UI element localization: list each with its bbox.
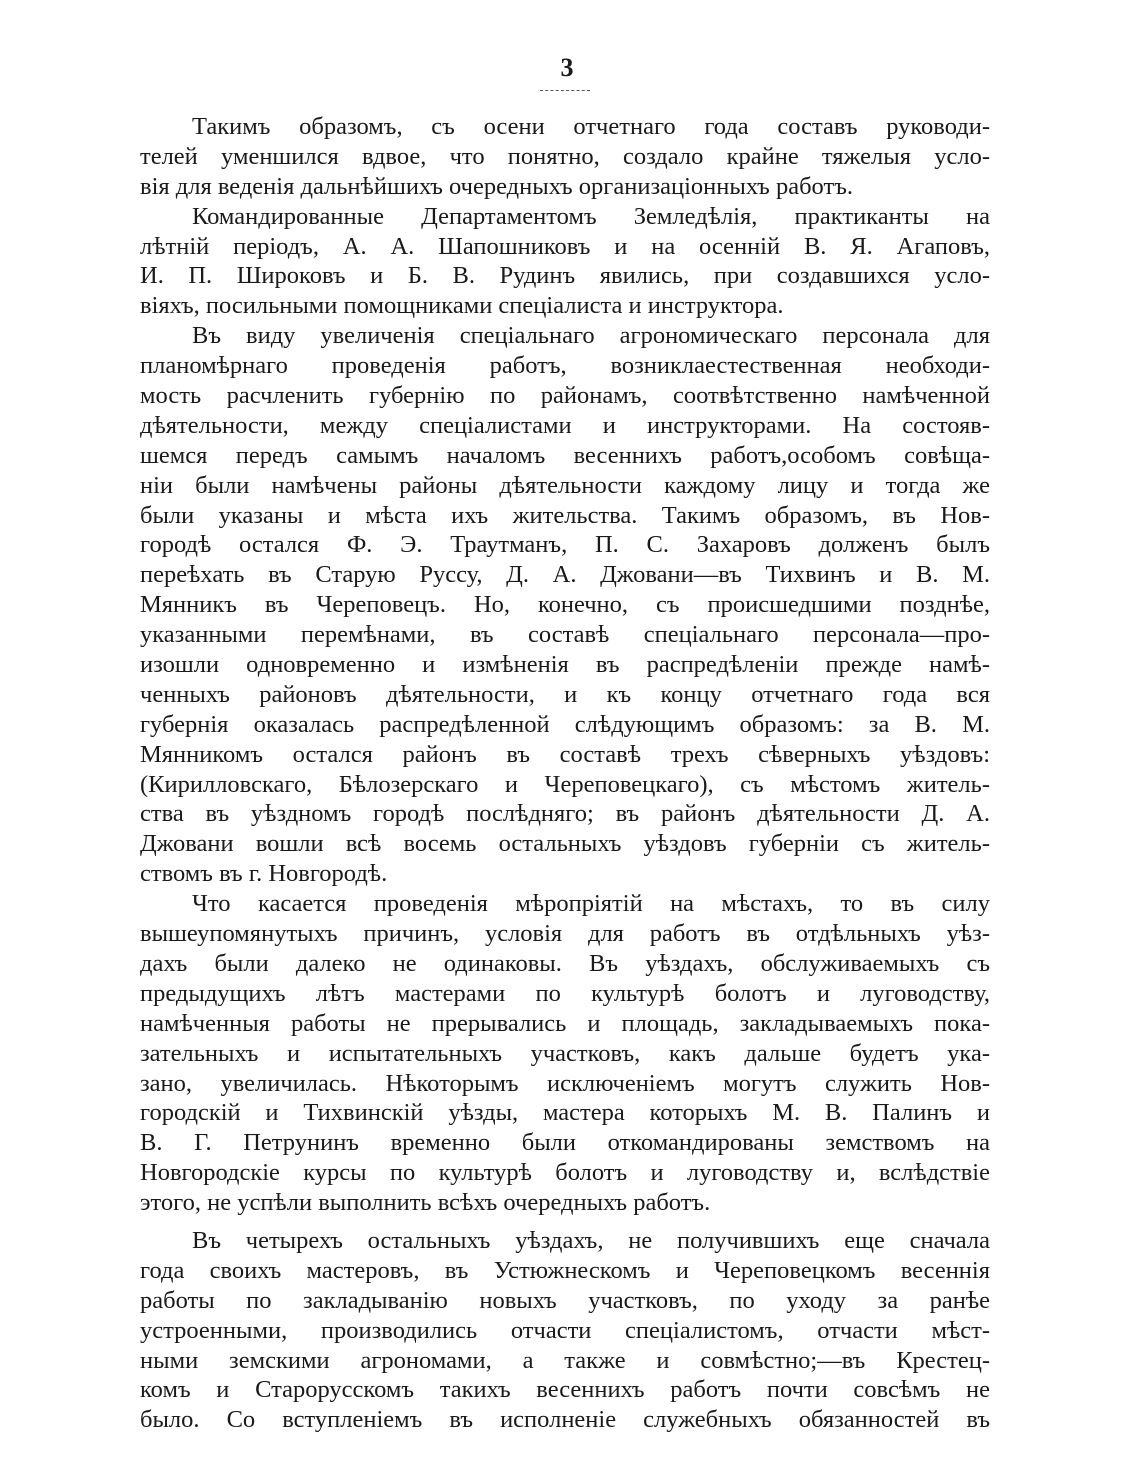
- paragraph: [140, 321, 990, 889]
- paragraph-gap: [140, 1218, 990, 1226]
- text-line: телей уменшился вдвое, что понятно, создало крайне тяжелыя усло-: [140, 142, 990, 170]
- text-line: Въ четырехъ остальныхъ уѣздахъ, не получившихъ еще сначала: [192, 1226, 990, 1254]
- text-line: И. П. Широковъ и Б. В. Рудинъ явились, при создавшихся усло-: [140, 262, 990, 290]
- text-line: Новгородскіе курсы по культурѣ болотъ и луговодству и, вслѣдствіе: [140, 1159, 990, 1187]
- text-line: комъ и Старорусскомъ такихъ весеннихъ работъ почти совсѣмъ не: [140, 1376, 990, 1404]
- text-line: ными земскими агрономами, а также и совмѣстно;—въ Крестец-: [140, 1346, 990, 1374]
- paragraph: [140, 1226, 990, 1435]
- text-line: шемся передъ самымъ началомъ весеннихъ работъ,особомъ совѣща-: [140, 441, 990, 469]
- text-line: изошли одновременно и измѣненія въ распредѣленіи прежде намѣ-: [140, 651, 990, 679]
- text-line: ченныхъ районовъ дѣятельности, и къ концу отчетнаго года вся: [140, 680, 990, 708]
- text-line: Джовани вошли всѣ восемь остальныхъ уѣздовъ губерніи съ житель-: [140, 830, 990, 858]
- text-line: вія для веденія дальнѣйшихъ очередныхъ организаціонныхъ работъ.: [140, 172, 853, 200]
- paragraph: [140, 889, 990, 1218]
- text-line: было. Со вступленіемъ въ исполненіе служебныхъ обязанностей въ: [140, 1406, 990, 1434]
- paragraph: [140, 112, 990, 202]
- text-line: года своихъ мастеровъ, въ Устюжнескомъ и Череповецкомъ весеннія: [140, 1256, 990, 1284]
- text-line: зано, увеличилась. Нѣкоторымъ исключеніемъ могутъ служить Нов-: [140, 1069, 990, 1097]
- text-line: лѣтній періодъ, А. А. Шапошниковъ и на осенній В. Я. Агаповъ,: [140, 232, 990, 260]
- text-line: Что касается проведенія мѣропріятій на мѣстахъ, то въ силу: [192, 890, 990, 918]
- paragraph: [140, 202, 990, 322]
- text-line: Мянникъ въ Череповецъ. Но, конечно, съ происшедшими позднѣе,: [140, 591, 990, 619]
- text-line: городѣ остался Ф. Э. Траутманъ, П. С. Захаровъ долженъ былъ: [140, 531, 990, 559]
- text-line: дѣятельности, между спеціалистами и инструкторами. На состояв-: [140, 411, 990, 439]
- text-line: губернія оказалась распредѣленной слѣдующимъ образомъ: за В. М.: [140, 710, 990, 738]
- text-line: ніи были намѣчены районы дѣятельности каждому лицу и тогда же: [140, 471, 990, 499]
- text-line: Въ виду увеличенія спеціальнаго агрономическаго персонала для: [192, 322, 990, 350]
- text-line: этого, не успѣли выполнить всѣхъ очередныхъ работъ.: [140, 1189, 711, 1217]
- page-number: 3: [560, 53, 574, 82]
- text-line: (Кирилловскаго, Бѣлозерскаго и Череповецкаго), съ мѣстомъ житель-: [140, 770, 990, 798]
- text-line: вышеупомянутыхъ причинъ, условія для работъ въ отдѣльныхъ уѣз-: [140, 920, 990, 948]
- text-line: были указаны и мѣста ихъ жительства. Такимъ образомъ, въ Нов-: [140, 501, 990, 529]
- text-line: переѣхать въ Старую Руссу, Д. А. Джовани—въ Тихвинъ и В. М.: [140, 561, 990, 589]
- page-number-rule: [540, 90, 590, 91]
- text-line: городскій и Тихвинскій уѣзды, мастера которыхъ М. В. Палинъ и: [140, 1099, 990, 1127]
- text-line: намѣченныя работы не прерывались и площадь, закладываемыхъ пока-: [140, 1009, 990, 1037]
- text-line: планомѣрнаго проведенія работъ, возниклаестественная необходи-: [140, 352, 990, 380]
- text-line: віяхъ, посильными помощниками спеціалиста и инструктора.: [140, 292, 784, 320]
- text-line: Такимъ образомъ, съ осени отчетнаго года составъ руководи-: [192, 113, 990, 140]
- text-line: работы по закладыванію новыхъ участковъ, по уходу за ранѣе: [140, 1286, 990, 1314]
- text-line: Мянникомъ остался районъ въ составѣ трехъ сѣверныхъ уѣздовъ:: [140, 740, 990, 768]
- body-text: [140, 112, 990, 1435]
- text-line: указанными перемѣнами, въ составѣ спеціальнаго персонала—про-: [140, 621, 990, 649]
- text-line: зательныхъ и испытательныхъ участковъ, какъ дальше будетъ ука-: [140, 1039, 990, 1067]
- text-line: мость расчленить губернію по районамъ, соотвѣтственно намѣченной: [140, 382, 990, 410]
- text-line: устроенными, производились отчасти спеціалистомъ, отчасти мѣст-: [140, 1316, 990, 1344]
- text-line: предыдущихъ лѣтъ мастерами по культурѣ болотъ и луговодству,: [140, 979, 990, 1007]
- text-line: В. Г. Петрунинъ временно были откомандированы земствомъ на: [140, 1129, 990, 1157]
- text-line: ства въ уѣздномъ городѣ послѣдняго; въ районъ дѣятельности Д. А.: [140, 800, 990, 828]
- text-line: ствомъ въ г. Новгородѣ.: [140, 860, 388, 888]
- text-line: Командированные Департаментомъ Земледѣлія, практиканты на: [192, 202, 990, 230]
- text-line: дахъ были далеко не одинаковы. Въ уѣздахъ, обслуживаемыхъ съ: [140, 949, 990, 977]
